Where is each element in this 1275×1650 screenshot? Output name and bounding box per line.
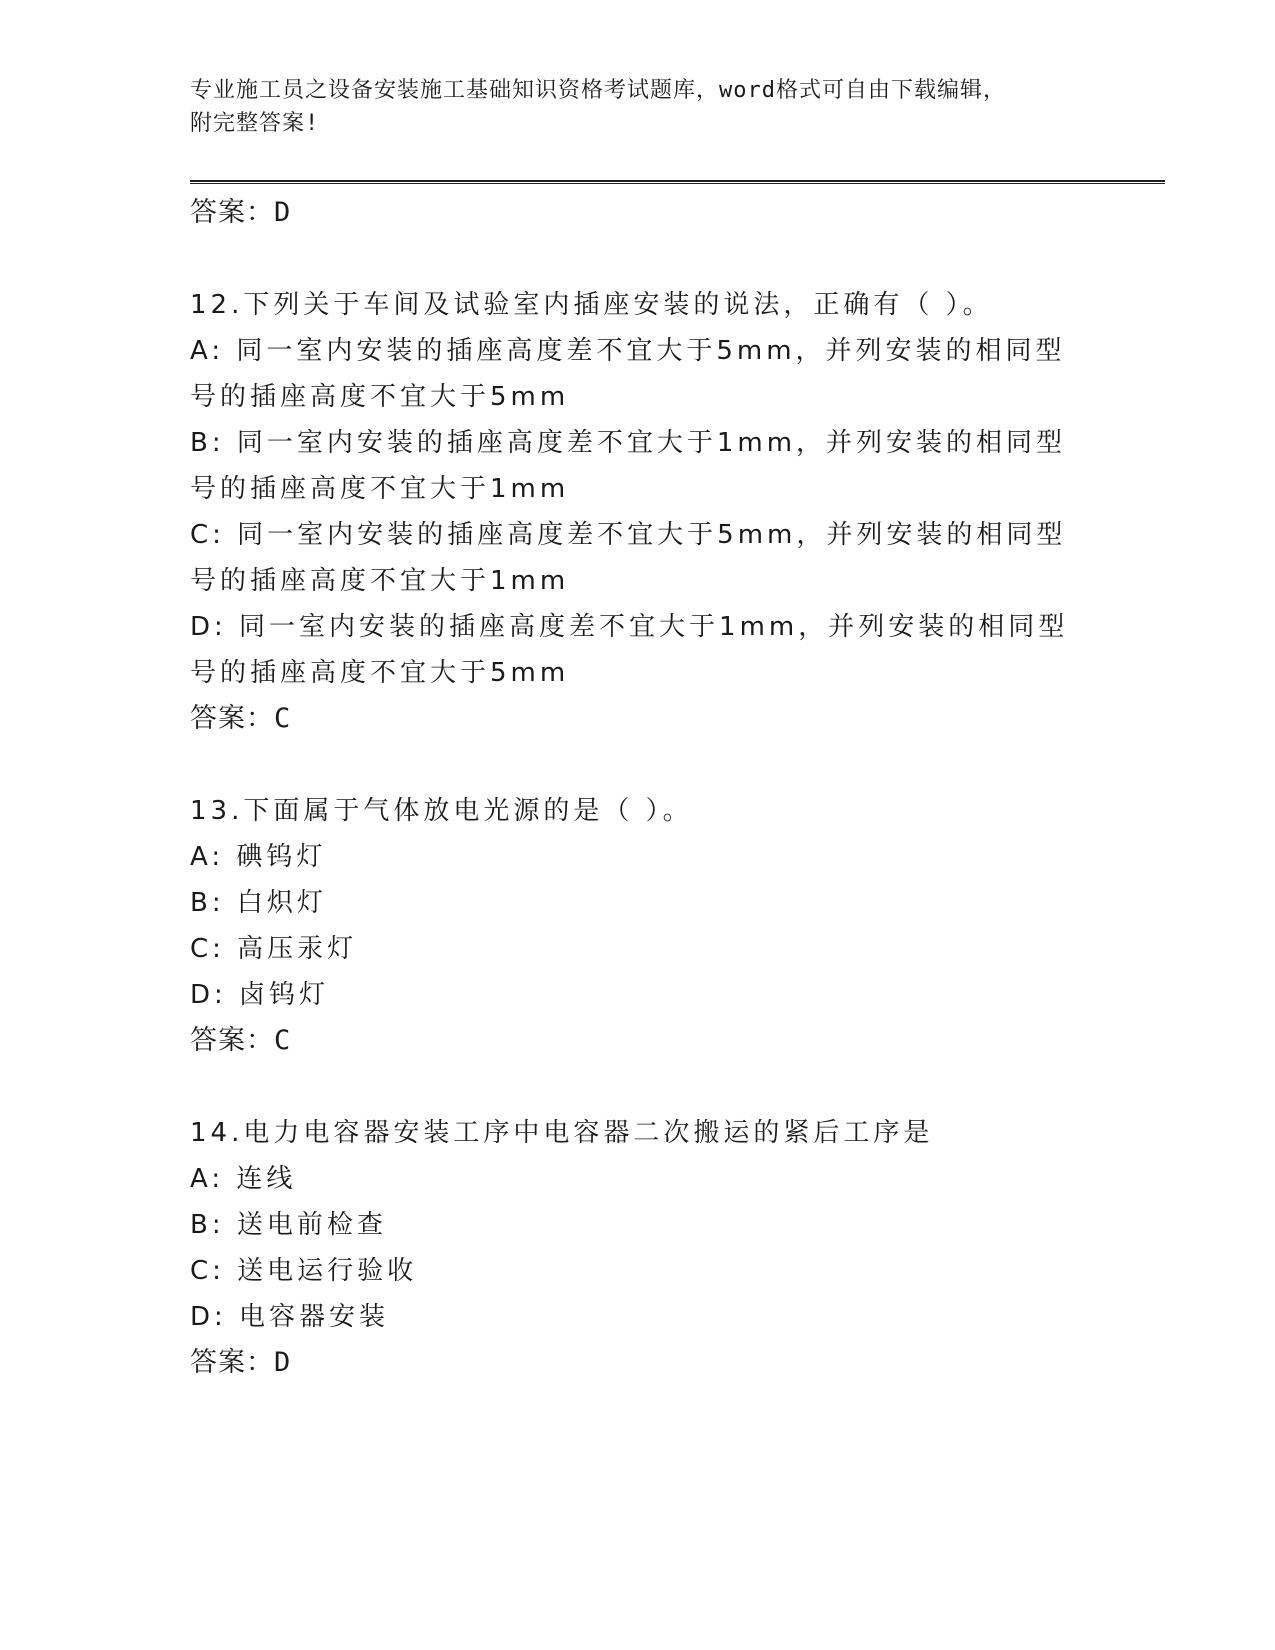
option-c: C: 送电运行验收 — [190, 1256, 418, 1286]
question-13 — [190, 788, 1150, 1064]
option-c: C: 高压汞灯 — [190, 934, 358, 964]
option-d: D: 卤钨灯 — [190, 980, 330, 1010]
option-a: A: 同一室内安装的插座高度差不宜大于5mm，并列安装的相同型号的插座高度不宜大于5mm — [190, 336, 1066, 412]
question-14 — [190, 1110, 1150, 1386]
option-d: D: 同一室内安装的插座高度差不宜大于1mm，并列安装的相同型号的插座高度不宜大于5mm — [190, 612, 1069, 688]
previous-answer: 答案：D — [190, 197, 292, 228]
option-a: A: 连线 — [190, 1164, 297, 1194]
question-stem: 12.下列关于车间及试验室内插座安装的说法，正确有（ ）。 — [190, 290, 993, 320]
header-divider — [190, 180, 1165, 184]
header-line-1: 专业施工员之设备安装施工基础知识资格考试题库，word格式可自由下载编辑， — [190, 78, 1006, 103]
option-a: A: 碘钨灯 — [190, 842, 327, 872]
answer: 答案：D — [190, 1347, 292, 1378]
question-12 — [190, 282, 1150, 742]
option-b: B: 白炽灯 — [190, 888, 327, 918]
option-b: B: 送电前检查 — [190, 1210, 387, 1240]
option-b: B: 同一室内安装的插座高度差不宜大于1mm，并列安装的相同型号的插座高度不宜大于1mm — [190, 428, 1067, 504]
header-line-2: 附完整答案! — [190, 111, 320, 136]
option-d: D: 电容器安装 — [190, 1302, 390, 1332]
document-body — [190, 190, 1150, 1386]
answer: 答案：C — [190, 703, 292, 734]
answer: 答案：C — [190, 1025, 292, 1056]
question-stem: 14.电力电容器安装工序中电容器二次搬运的紧后工序是 — [190, 1118, 934, 1148]
document-header — [190, 74, 1090, 140]
option-c: C: 同一室内安装的插座高度差不宜大于5mm，并列安装的相同型号的插座高度不宜大于1mm — [190, 520, 1067, 596]
question-stem: 13.下面属于气体放电光源的是（ ）。 — [190, 796, 693, 826]
